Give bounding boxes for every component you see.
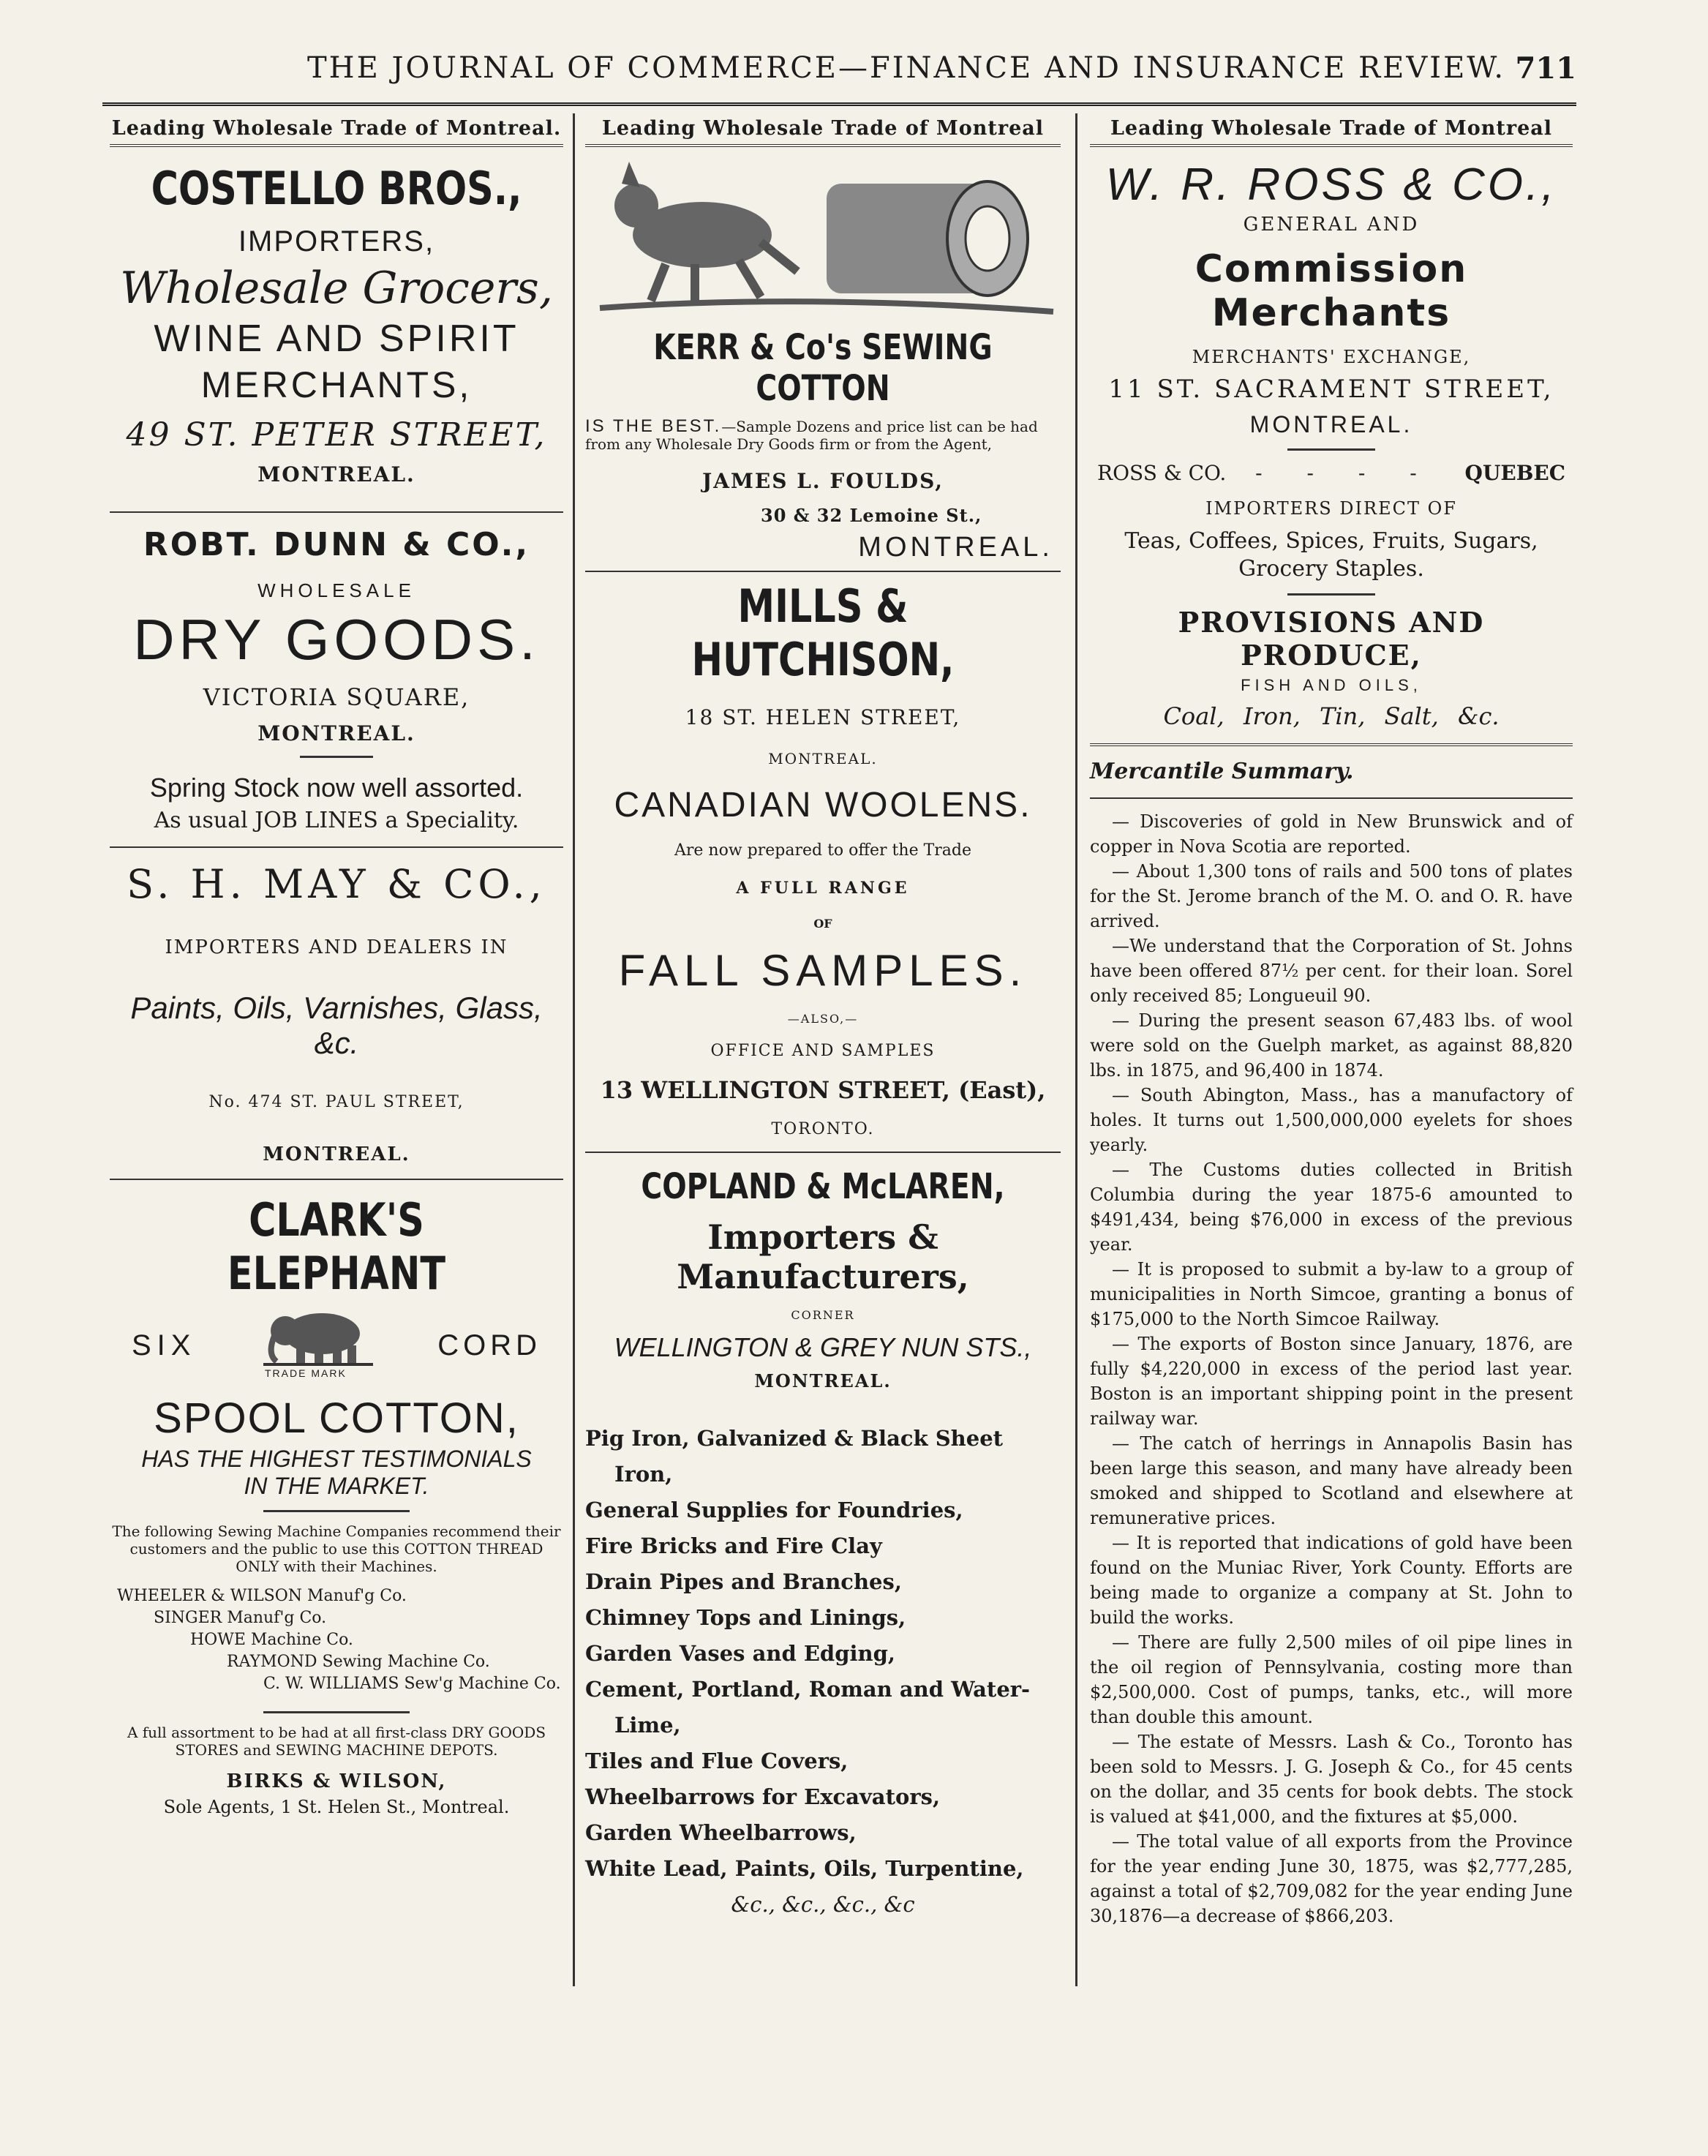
journal-title: THE JOURNAL OF COMMERCE—FINANCE AND INSURANCE REVIEW. bbox=[307, 51, 1506, 85]
short-rule bbox=[1287, 448, 1375, 451]
mills-full-range: A FULL RANGE bbox=[736, 879, 910, 898]
costello-address: 49 ST. PETER STREET, bbox=[126, 416, 547, 454]
page-header bbox=[102, 51, 1576, 102]
mills-city: MONTREAL. bbox=[768, 750, 878, 767]
divider bbox=[110, 1179, 563, 1180]
may-name: S. H. MAY & CO., bbox=[127, 861, 546, 907]
dog-and-spool-icon bbox=[585, 154, 1061, 323]
dunn-advert bbox=[110, 526, 563, 833]
column-divider bbox=[1075, 113, 1077, 1986]
divider bbox=[1090, 797, 1573, 799]
kerr-agent: JAMES L. FOULDS, bbox=[701, 469, 944, 493]
summary-item: — It is reported that indications of gold have been found on the Muniac River, York County. Efforts are being made to organize a company at St. John to build the works. bbox=[1090, 1533, 1573, 1628]
ross-importers: IMPORTERS DIRECT OF bbox=[1205, 498, 1457, 519]
section-heading: Leading Wholesale Trade of Montreal. bbox=[110, 117, 563, 147]
clark-testimonials: HAS THE HIGHEST TESTIMONIALS bbox=[141, 1446, 532, 1472]
copland-corner: CORNER bbox=[791, 1308, 855, 1322]
costello-importers: IMPORTERS, bbox=[238, 225, 435, 258]
page-number: 711 bbox=[1515, 51, 1576, 86]
supply-item: Cement, Portland, Roman and Water-Lime, bbox=[585, 1677, 1031, 1738]
clark-spool: SPOOL COTTON, bbox=[154, 1394, 519, 1442]
mills-woolens: CANADIAN WOOLENS. bbox=[614, 786, 1032, 825]
divider bbox=[110, 511, 563, 513]
summary-item: — The Customs duties collected in British Columbia during the year 1875-6 amounted to $491,434, being $76,000 in excess of the previous year. bbox=[1090, 1160, 1573, 1255]
summary-item: —We understand that the Corporation of St. Johns have been offered 87½ per cent. for their loan. Sorel only received 85; Longueuil 90. bbox=[1090, 936, 1573, 1006]
divider bbox=[110, 846, 563, 848]
ross-name: W. R. ROSS & CO., bbox=[1105, 159, 1557, 210]
divider bbox=[1090, 743, 1573, 746]
mills-also: —ALSO,— bbox=[787, 1012, 859, 1026]
mills-prepared: Are now prepared to offer the Trade bbox=[674, 841, 971, 860]
dunn-square: VICTORIA SQUARE, bbox=[203, 683, 470, 711]
kerr-advert bbox=[585, 154, 1061, 563]
copland-importers: Importers & Manufacturers, bbox=[677, 1217, 969, 1296]
copland-name: COPLAND & McLAREN, bbox=[641, 1166, 1005, 1207]
costello-merchants: MERCHANTS, bbox=[200, 364, 473, 405]
divider bbox=[585, 571, 1061, 572]
summary-item: — It is proposed to submit a by-law to a group of municipalities in North Simcoe, granting a bonus of $175,000 to the North Simcoe Railway. bbox=[1090, 1259, 1573, 1329]
short-rule bbox=[263, 1711, 410, 1713]
mills-office: OFFICE AND SAMPLES bbox=[710, 1042, 936, 1060]
supplies-list bbox=[585, 1421, 1061, 1923]
ross-fish: FISH AND OILS, bbox=[1241, 676, 1422, 694]
short-rule bbox=[263, 1510, 410, 1512]
kerr-is-best: IS THE BEST. bbox=[585, 416, 722, 436]
kerr-name: KERR & Co's SEWING COTTON bbox=[653, 327, 993, 409]
machine-item: C. W. WILLIAMS Sew'g Machine Co. bbox=[263, 1675, 561, 1693]
clark-market: IN THE MARKET. bbox=[244, 1473, 429, 1499]
mercantile-summary bbox=[1090, 759, 1573, 1928]
ross-quebec-name: ROSS & CO. bbox=[1097, 461, 1227, 485]
summary-item: — During the present season 67,483 lbs. of wool were sold on the Guelph market, as against 88,820 lbs. in 1875, and 96,400 in 1874. bbox=[1090, 1010, 1573, 1081]
clark-trade-mark: TRADE MARK bbox=[265, 1367, 347, 1379]
clark-recommend: The following Sewing Machine Companies recommend their customers and the public to use this COTTON THREAD ONLY with their Machines. bbox=[112, 1522, 561, 1575]
summary-title: Mercantile Summary. bbox=[1090, 759, 1354, 784]
may-advert bbox=[110, 861, 563, 1165]
ross-advert bbox=[1090, 159, 1573, 730]
summary-item: — Discoveries of gold in New Brunswick and of copper in Nova Scotia are reported. bbox=[1090, 811, 1573, 857]
ross-quebec-city: QUEBEC bbox=[1464, 461, 1565, 485]
section-heading: Leading Wholesale Trade of Montreal bbox=[1090, 117, 1573, 147]
may-address: No. 474 ST. PAUL STREET, bbox=[208, 1093, 464, 1111]
summary-item: — About 1,300 tons of rails and 500 tons of plates for the St. Jerome branch of the M. O. and O. R. have arrived. bbox=[1090, 861, 1573, 931]
copland-streets: WELLINGTON & GREY NUN STS., bbox=[614, 1332, 1032, 1362]
ross-address: 11 ST. SACRAMENT STREET, bbox=[1108, 375, 1554, 404]
ross-goods: Teas, Coffees, Spices, Fruits, Sugars, Grocery Staples. bbox=[1124, 528, 1538, 582]
machine-item: WHEELER & WILSON Manuf'g Co. bbox=[117, 1587, 407, 1605]
supply-item: Fire Bricks and Fire Clay bbox=[585, 1533, 882, 1558]
costello-name: COSTELLO BROS., bbox=[151, 162, 522, 215]
kerr-city: MONTREAL. bbox=[858, 532, 1053, 563]
ross-coal: Coal, Iron, Tin, Salt, &c. bbox=[1163, 702, 1500, 730]
summary-item: — The estate of Messrs. Lash & Co., Toronto has been sold to Messrs. J. G. Joseph & Co., for 45 cents on the dollar, and 35 cents for book debts. The stock is valued at $41,000, and the fixtures at $5,000. bbox=[1090, 1732, 1573, 1827]
summary-item: — The catch of herrings in Annapolis Basin has been large this season, and many have already been smoked and shipped to Scotland and elsewhere at remunerative prices. bbox=[1090, 1433, 1573, 1528]
summary-item: — The exports of Boston since January, 1876, are fully $4,220,000 in excess of the period last year. Boston is an important shipping point in the present railway war. bbox=[1090, 1334, 1573, 1429]
kerr-address: 30 & 32 Lemoine St., bbox=[761, 505, 982, 526]
supply-item: Chimney Tops and Linings, bbox=[585, 1605, 906, 1630]
summary-item: — The total value of all exports from the Province for the year ending June 30, 1875, was $2,777,285, against a total of $2,709,082 for the year ending June 30,1876—a decrease of $866,203. bbox=[1090, 1831, 1573, 1926]
costello-wine: WINE AND SPIRIT bbox=[154, 318, 519, 360]
column-divider bbox=[573, 113, 575, 1986]
short-rule bbox=[300, 756, 373, 758]
supply-item: &c., &c., &c., &c bbox=[731, 1892, 915, 1917]
clark-cord: CORD bbox=[437, 1329, 541, 1361]
clark-agents: BIRKS & WILSON, bbox=[226, 1770, 447, 1792]
ross-quebec-row bbox=[1090, 461, 1573, 485]
may-importers: IMPORTERS AND DEALERS IN bbox=[165, 936, 508, 958]
ross-commission: Commission Merchants bbox=[1195, 247, 1468, 335]
supply-item: Wheelbarrows for Excavators, bbox=[585, 1784, 941, 1809]
ross-quebec-dashes: - - - - bbox=[1255, 461, 1436, 485]
mills-advert bbox=[585, 579, 1061, 1138]
ross-provisions: PROVISIONS AND PRODUCE, bbox=[1178, 606, 1485, 672]
costello-grocers: Wholesale Grocers, bbox=[120, 263, 553, 314]
supply-item: Garden Wheelbarrows, bbox=[585, 1820, 857, 1845]
dunn-job-lines: As usual JOB LINES a Speciality. bbox=[154, 808, 519, 833]
mills-of: OF bbox=[813, 917, 832, 931]
mills-address: 18 ST. HELEN STREET, bbox=[685, 705, 961, 729]
summary-item: — South Abington, Mass., has a manufactory of holes. It turns out 1,500,000,000 eyelets for shoes yearly. bbox=[1090, 1085, 1573, 1155]
column-middle bbox=[585, 117, 1061, 1966]
clark-advert bbox=[110, 1193, 563, 1817]
may-goods: Paints, Oils, Varnishes, Glass, &c. bbox=[130, 991, 543, 1060]
supply-item: Pig Iron, Galvanized & Black Sheet Iron, bbox=[585, 1426, 1004, 1487]
copland-advert bbox=[585, 1166, 1061, 1923]
supply-item: Tiles and Flue Covers, bbox=[585, 1749, 849, 1773]
column-left bbox=[110, 117, 563, 1966]
mills-fall-samples: FALL SAMPLES. bbox=[618, 946, 1028, 995]
summary-item: — There are fully 2,500 miles of oil pipe lines in the oil region of Pennsylvania, costing more than $2,500,000. Cost of pumps, tanks, etc., will more than double this amount. bbox=[1090, 1632, 1573, 1727]
dunn-city: MONTREAL. bbox=[257, 721, 415, 745]
dunn-wholesale: WHOLESALE bbox=[257, 579, 415, 601]
ross-city: MONTREAL. bbox=[1249, 411, 1413, 437]
header-rule bbox=[102, 102, 1576, 106]
machine-item: RAYMOND Sewing Machine Co. bbox=[227, 1653, 490, 1671]
clark-name: CLARK'S ELEPHANT bbox=[227, 1193, 446, 1300]
mills-address2: 13 WELLINGTON STREET, (East), bbox=[600, 1076, 1046, 1104]
elephant-icon bbox=[256, 1303, 380, 1369]
mills-city2: TORONTO. bbox=[771, 1120, 875, 1138]
clark-agents-address: Sole Agents, 1 St. Helen St., Montreal. bbox=[163, 1797, 510, 1817]
kerr-text: —Sample Dozens and price list can be had from any Wholesale Dry Goods firm or from the Agent, bbox=[585, 418, 1038, 453]
costello-city: MONTREAL. bbox=[257, 462, 415, 487]
mills-name: MILLS & HUTCHISON, bbox=[691, 579, 955, 686]
supply-item: General Supplies for Foundries, bbox=[585, 1498, 963, 1522]
may-city: MONTREAL. bbox=[263, 1143, 410, 1165]
supply-item: Garden Vases and Edging, bbox=[585, 1641, 895, 1666]
machine-item: SINGER Manuf'g Co. bbox=[154, 1609, 327, 1627]
dunn-spring: Spring Stock now well assorted. bbox=[149, 773, 524, 803]
supply-item: White Lead, Paints, Oils, Turpentine, bbox=[585, 1856, 1024, 1881]
machine-item: HOWE Machine Co. bbox=[190, 1631, 353, 1649]
ross-general: GENERAL AND bbox=[1243, 214, 1420, 236]
clark-six: SIX bbox=[132, 1329, 197, 1361]
supply-item: Drain Pipes and Branches, bbox=[585, 1569, 902, 1594]
divider bbox=[585, 1152, 1061, 1153]
clark-assortment: A full assortment to be had at all first-class DRY GOODS STORES and SEWING MACHINE DEPOTS. bbox=[127, 1724, 546, 1759]
machine-list bbox=[110, 1585, 563, 1695]
short-rule bbox=[1287, 593, 1375, 596]
costello-advert bbox=[110, 162, 563, 487]
dunn-name: ROBT. DUNN & CO., bbox=[143, 526, 530, 563]
copland-city: MONTREAL. bbox=[754, 1370, 892, 1391]
section-heading: Leading Wholesale Trade of Montreal bbox=[585, 117, 1061, 147]
column-right bbox=[1090, 117, 1573, 1966]
ross-exchange: MERCHANTS' EXCHANGE, bbox=[1192, 347, 1471, 367]
dunn-dry-goods: DRY GOODS. bbox=[133, 607, 540, 672]
